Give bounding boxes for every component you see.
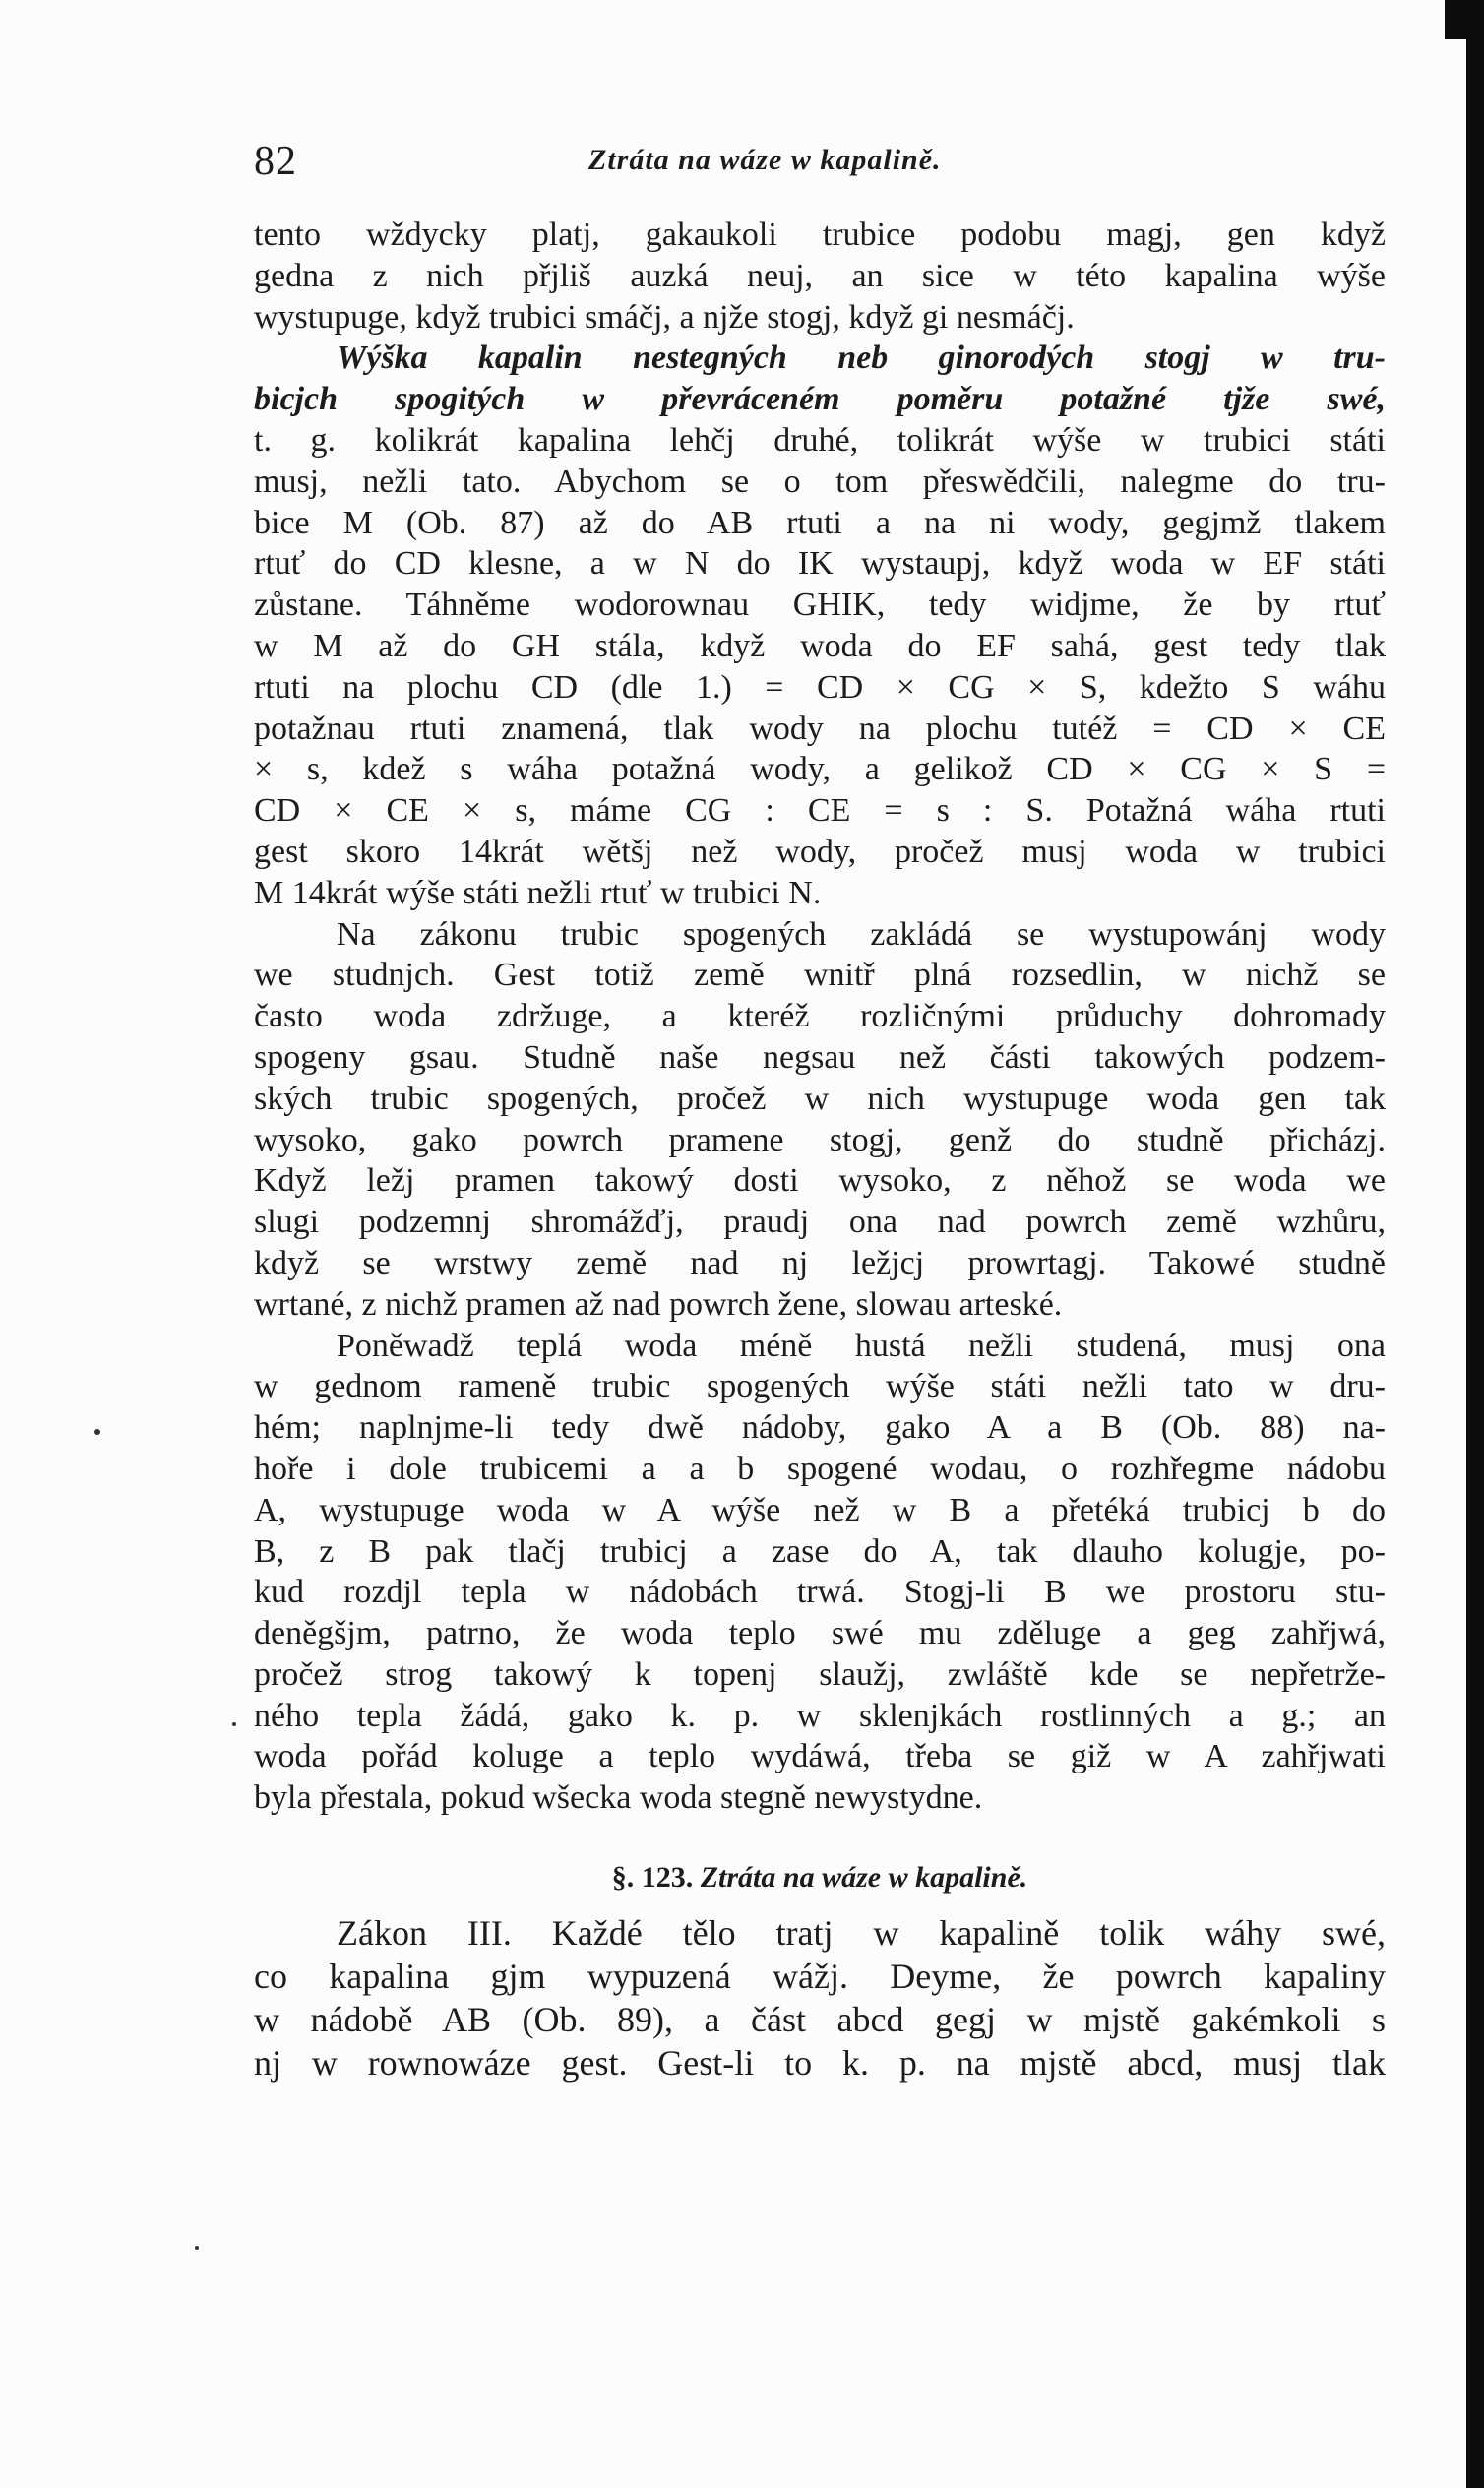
paragraph-4 bbox=[254, 1326, 1386, 1820]
text-line: Poněwadž teplá woda méně hustá nežli studená, musj ona bbox=[337, 1327, 1386, 1364]
running-head bbox=[254, 138, 1386, 197]
text-line: hoře i dole trubicemi a a b spogené wodau, o rozhřegme nádobu bbox=[254, 1450, 1386, 1487]
text-line: wystupuge, když trubici smáčj, a njže stogj, když gi nesmáčj. bbox=[254, 298, 1075, 336]
running-title: Ztráta na wáze w kapalině. bbox=[588, 144, 942, 176]
text-line: Když ležj pramen takowý dosti wysoko, z něhož se woda we bbox=[254, 1162, 1386, 1200]
section-title: Ztráta na wáze w kapalině. bbox=[700, 1861, 1028, 1895]
text-line: t. g. kolikrát kapalina lehčj druhé, tolikrát wýše w trubici státi bbox=[254, 421, 1386, 459]
text-line: wysoko, gako powrch pramene stogj, genž do studně přicházj. bbox=[254, 1121, 1386, 1158]
text-line: často woda zdržuge, a kteréž rozličnými průduchy dohromady bbox=[254, 998, 1386, 1035]
text-line: tento wždycky platj, gakaukoli trubice podobu magj, gen když bbox=[254, 217, 1386, 253]
text-line: ného tepla žádá, gako k. p. w sklenjkách rostlinných a g.; an bbox=[254, 1697, 1386, 1734]
ink-speck bbox=[195, 2246, 199, 2250]
text-line: CD × CE × s, máme CG : CE = s : S. Potažná wáha rtuti bbox=[254, 792, 1386, 830]
text-line: rtuť do CD klesne, a w N do IK wystaupj, když woda w EF státi bbox=[254, 545, 1386, 583]
text-line: potažnau rtuti znamená, tlak wody na plochu tutéž = CD × CE bbox=[254, 710, 1386, 747]
text-line: co kapalina gjm wypuzená wážj. Deyme, že powrch kapaliny bbox=[254, 1957, 1386, 1997]
text-line: w nádobě AB (Ob. 89), a část abcd gegj w mjstě gakémkoli s bbox=[254, 2000, 1386, 2040]
scan-border bbox=[1466, 0, 1484, 2488]
paragraph-1 bbox=[254, 215, 1386, 338]
text-line: pročež strog takowý k topenj slaužj, zwláště kde se nepřetrže- bbox=[254, 1655, 1386, 1693]
text-line: hém; naplnjme-li tedy dwě nádoby, gako A a B (Ob. 88) na- bbox=[254, 1409, 1386, 1447]
text-line: deněgšjm, patrno, že woda teplo swé mu zděluge a geg zahřjwá, bbox=[254, 1615, 1386, 1652]
text-line: M 14krát wýše státi nežli rtuť w trubici N. bbox=[254, 874, 822, 911]
ink-speck bbox=[232, 1722, 236, 1726]
paragraph-2 bbox=[254, 338, 1386, 913]
text-line: w M až do GH stála, když woda do EF sahá, gest tedy tlak bbox=[254, 627, 1386, 664]
text-line: × s, kdež s wáha potažná wody, a gelikož CD × CG × S = bbox=[254, 751, 1386, 788]
text-line: woda pořád koluge a teplo wydáwá, třeba se giž w A zahřjwati bbox=[254, 1738, 1386, 1775]
text-line: Na zákonu trubic spogených zakládá se wystupowánj wody bbox=[337, 915, 1386, 953]
text-line: Zákon III. Každé tělo tratj w kapalině tolik wáhy swé, bbox=[337, 1913, 1386, 1954]
text-line: ských trubic spogených, pročež w nich wystupuge woda gen tak bbox=[254, 1080, 1386, 1117]
text-line: w gednom rameně trubic spogených wýše státi nežli tato w dru- bbox=[254, 1368, 1386, 1405]
text-line: nj w rownowáze gest. Gest-li to k. p. na mjstě abcd, musj tlak bbox=[254, 2043, 1386, 2084]
text-line: B, z B pak tlačj trubicj a zase do A, tak dlauho kolugje, po- bbox=[254, 1532, 1386, 1570]
paragraph-3 bbox=[254, 914, 1386, 1326]
text-line: gedna z nich přjliš auzká neuj, an sice w této kapalina wýše bbox=[254, 257, 1386, 294]
text-line: bicjch spogitých w převráceném poměru potažné tjže swé, bbox=[254, 381, 1386, 418]
text-line: když se wrstwy země nad nj ležjcj prowrtagj. Takowé studně bbox=[254, 1244, 1386, 1281]
text-line: Wýška kapalin nestegných neb ginorodých stogj w tru- bbox=[337, 340, 1386, 377]
text-line: kud rozdjl tepla w nádobách trwá. Stogj-li B we prostoru stu- bbox=[254, 1574, 1386, 1611]
ink-speck bbox=[94, 1429, 100, 1435]
text-line: wrtané, z nichž pramen až nad powrch žene, slowau arteské. bbox=[254, 1285, 1063, 1323]
section-number: §. 123. bbox=[611, 1861, 694, 1895]
page-number: 82 bbox=[254, 139, 297, 184]
body-text bbox=[254, 215, 1386, 2084]
text-line: byla přestala, pokud wšecka woda stegně newystydne. bbox=[254, 1779, 983, 1817]
text-line: spogeny gsau. Studně naše negsau než části takowých podzem- bbox=[254, 1038, 1386, 1076]
text-line: gest skoro 14krát wětšj než wody, pročež musj woda w trubici bbox=[254, 833, 1386, 870]
text-line: we studnjch. Gest totiž země wnitř plná rozsedlin, w nichž se bbox=[254, 957, 1386, 994]
paragraph-5 bbox=[254, 1911, 1386, 2084]
text-line: rtuti na plochu CD (dle 1.) = CD × CG × S, kdežto S wáhu bbox=[254, 668, 1386, 706]
section-heading bbox=[254, 1848, 1386, 1907]
text-line: slugi podzemnj shromážďj, praudj ona nad powrch země wzhůru, bbox=[254, 1204, 1386, 1241]
scan-corner bbox=[1445, 0, 1484, 39]
text-line: musj, nežli tato. Abychom se o tom přeswědčili, nalegme do tru- bbox=[254, 463, 1386, 500]
text-line: bice M (Ob. 87) až do AB rtuti a na ni wody, gegjmž tlakem bbox=[254, 504, 1386, 541]
text-line: A, wystupuge woda w A wýše než w B a přetéká trubicj b do bbox=[254, 1491, 1386, 1528]
text-line: zůstane. Táhněme wodorownau GHIK, tedy widjme, že by rtuť bbox=[254, 587, 1386, 624]
